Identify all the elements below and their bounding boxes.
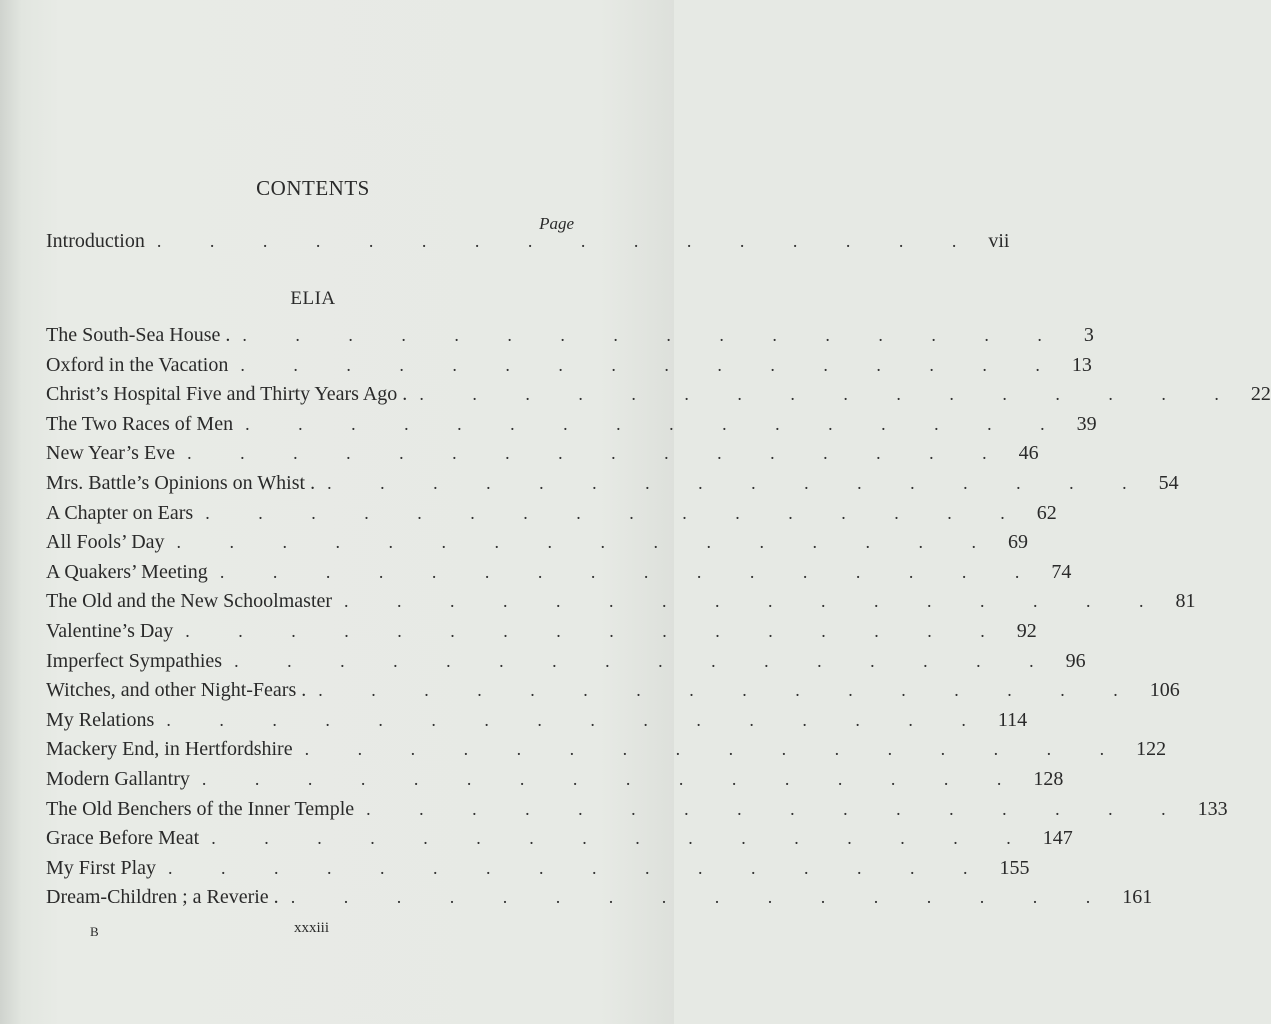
leader-dots: . . . . . . . . . . . . . . . . xyxy=(318,680,1140,701)
toc-entry xyxy=(46,797,1228,826)
toc-entry xyxy=(46,738,1167,766)
leader-dots: . . . . . . . . . . . . . . . . xyxy=(168,857,990,878)
toc-entry-page: 74 xyxy=(1051,560,1072,583)
toc-entry-page: 54 xyxy=(1158,472,1179,494)
toc-entry xyxy=(46,649,1086,678)
leader-dots: . . . . . . . . . . . . . . . . xyxy=(156,231,979,251)
toc-entry-page: 106 xyxy=(1149,679,1180,702)
toc-entry xyxy=(46,442,1039,470)
toc-entry-page: 3 xyxy=(1083,324,1094,346)
toc-entry-title: A Quakers’ Meeting xyxy=(46,560,208,583)
toc-entry-page: 161 xyxy=(1122,886,1153,909)
toc-entry-title: Modern Gallantry xyxy=(46,768,190,790)
toc-entry-title: Oxford in the Vacation xyxy=(46,353,229,376)
leader-dots: . . . . . . . . . . . . . . . . xyxy=(234,650,1056,671)
leader-dots: . . . . . . . . . . . . . . . . xyxy=(245,413,1067,434)
toc-entry xyxy=(46,679,1180,707)
leader-dots: . . . . . . . . . . . . . . . . xyxy=(201,769,1024,789)
toc-entry xyxy=(46,620,1037,648)
toc-entry-page: 133 xyxy=(1197,797,1228,820)
toc-entry-page: 69 xyxy=(1008,531,1029,554)
leader-dots: . . . . . . . . . . . . . . . . xyxy=(242,325,1064,345)
contents-heading: CONTENTS xyxy=(256,176,370,200)
toc-entry-page: 92 xyxy=(1016,620,1037,642)
toc-entry-title: Witches, and other Night-Fears . xyxy=(46,679,307,702)
leader-dots: . . . . . . . . . . . . . . . . xyxy=(344,591,1166,612)
toc-entry-title: My Relations xyxy=(46,708,155,731)
toc-entry-title: Dream-Children ; a Reverie . xyxy=(46,886,279,909)
toc-entry-title: Mackery End, in Hertfordshire xyxy=(46,738,293,761)
leader-dots: . . . . . . . . . . . . . . . . xyxy=(205,502,1027,523)
toc-entry xyxy=(46,708,1028,737)
toc-entry-page: 155 xyxy=(999,856,1030,879)
toc-entry xyxy=(46,383,1271,411)
toc-entry xyxy=(46,768,1064,796)
toc-entry-page: 122 xyxy=(1136,738,1167,761)
toc-entry-title: Introduction xyxy=(46,230,145,252)
toc-entry-introduction xyxy=(46,230,1010,258)
toc-entry-title: A Chapter on Ears xyxy=(46,501,194,524)
toc-entry-title: The South-Sea House . xyxy=(46,324,231,346)
toc-entry-page: 13 xyxy=(1071,353,1092,376)
toc-entry xyxy=(46,560,1072,589)
toc-entry-title: Imperfect Sympathies xyxy=(46,649,223,672)
toc-entry-page: 114 xyxy=(997,708,1028,731)
leader-dots: . . . . . . . . . . . . . . . . xyxy=(366,798,1188,819)
toc-entry-page: 22 xyxy=(1250,383,1271,406)
toc-entry-title: Mrs. Battle’s Opinions on Whist . xyxy=(46,472,316,494)
toc-entry xyxy=(46,324,1094,352)
leader-dots: . . . . . . . . . . . . . . . . xyxy=(304,739,1127,760)
leader-dots: . . . . . . . . . . . . . . . . xyxy=(166,709,988,730)
toc-entry-title: Grace Before Meat xyxy=(46,827,200,850)
toc-entry xyxy=(46,531,1029,559)
toc-entry xyxy=(46,827,1073,855)
leader-dots: . . . . . . . . . . . . . . . . xyxy=(176,532,999,553)
toc-entry-title: The Old and the New Schoolmaster xyxy=(46,590,333,613)
toc-entry-title: The Old Benchers of the Inner Temple xyxy=(46,797,355,820)
toc-entry xyxy=(46,353,1092,382)
leader-dots: . . . . . . . . . . . . . . . . xyxy=(185,621,1007,641)
leader-dots: . . . . . . . . . . . . . . . . xyxy=(290,887,1113,908)
toc-entry xyxy=(46,886,1153,914)
toc-entry-page: vii xyxy=(988,230,1010,252)
toc-entry-title: All Fools’ Day xyxy=(46,531,165,554)
leader-dots: . . . . . . . . . . . . . . . . xyxy=(419,384,1241,405)
leader-dots: . . . . . . . . . . . . . . . . xyxy=(240,354,1062,375)
leader-dots: . . . . . . . . . . . . . . . . xyxy=(211,828,1033,849)
toc-entry-title: My First Play xyxy=(46,856,157,879)
toc-entry xyxy=(46,412,1097,441)
page-number: xxxiii xyxy=(294,920,330,936)
toc-entry-page: 39 xyxy=(1076,412,1097,435)
leader-dots: . . . . . . . . . . . . . . . . xyxy=(219,561,1042,582)
toc-entry-title: New Year’s Eve xyxy=(46,442,176,465)
toc-entry-page: 62 xyxy=(1036,501,1057,524)
toc-entry-page: 81 xyxy=(1175,590,1196,613)
toc-entry-page: 147 xyxy=(1042,827,1073,850)
toc-entry xyxy=(46,501,1057,530)
toc-entry-page: 46 xyxy=(1018,442,1039,465)
toc-entry-title: Valentine’s Day xyxy=(46,620,174,642)
toc-entry-page: 96 xyxy=(1065,649,1086,672)
toc-entry xyxy=(46,590,1196,618)
toc-entry xyxy=(46,856,1030,885)
section-heading: ELIA xyxy=(290,288,336,309)
toc-entry-title: Christ’s Hospital Five and Thirty Years Ago . xyxy=(46,383,408,406)
leader-dots: . . . . . . . . . . . . . . . . xyxy=(187,443,1009,464)
toc-entry-page: 128 xyxy=(1033,768,1064,790)
toc-entry-title: The Two Races of Men xyxy=(46,412,234,435)
toc-entry xyxy=(46,472,1179,500)
leader-dots: . . . . . . . . . . . . . . . . xyxy=(327,473,1149,493)
signature-mark: B xyxy=(90,924,99,939)
page-column-label: Page xyxy=(539,214,574,233)
